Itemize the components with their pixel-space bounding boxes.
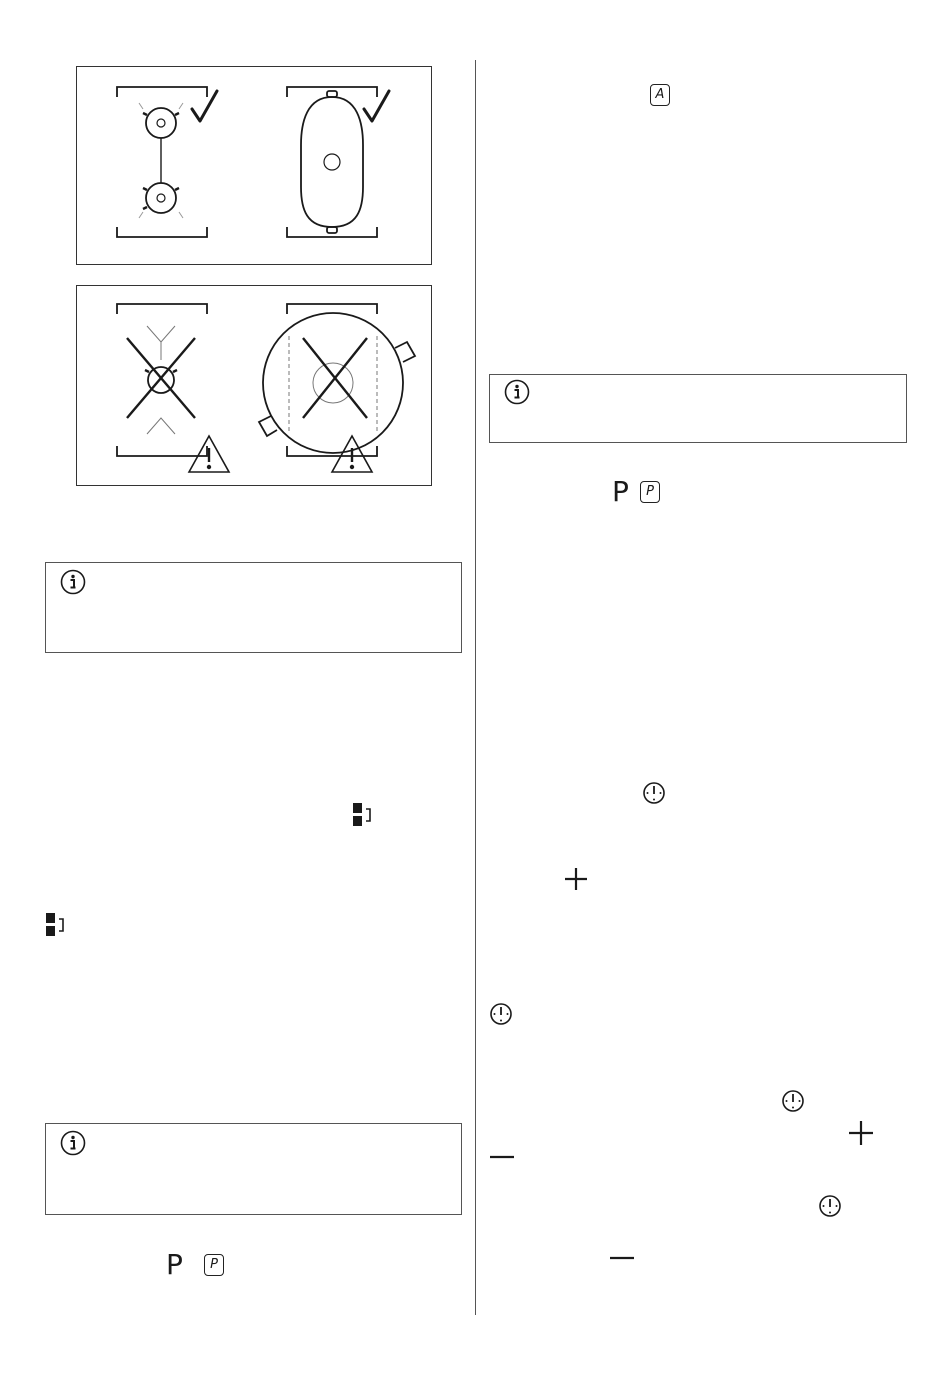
info-note-1 bbox=[45, 562, 462, 653]
incorrect-cookware-figure bbox=[76, 285, 432, 486]
cross-icon bbox=[127, 338, 367, 418]
warning-triangle-icon bbox=[189, 436, 372, 472]
column-divider bbox=[475, 60, 476, 1315]
info-icon bbox=[60, 1130, 86, 1156]
info-note-3 bbox=[489, 374, 907, 443]
timer-clock-icon bbox=[642, 781, 666, 805]
correct-cookware-illustration bbox=[77, 67, 431, 264]
plus-icon bbox=[564, 866, 588, 892]
correct-cookware-figure bbox=[76, 66, 432, 265]
minus-icon bbox=[489, 1152, 515, 1162]
minus-icon bbox=[609, 1253, 635, 1263]
timer-clock-icon bbox=[818, 1194, 842, 1218]
info-icon bbox=[60, 569, 86, 595]
incorrect-cookware-illustration bbox=[77, 286, 431, 485]
power-level-display-icon bbox=[45, 912, 67, 938]
timer-clock-icon bbox=[489, 1002, 513, 1026]
power-boost-key: P bbox=[640, 481, 660, 503]
auto-heat-up-key: A bbox=[650, 84, 670, 106]
power-level-display-icon bbox=[352, 802, 374, 828]
power-boost-symbol: P bbox=[166, 1248, 183, 1281]
power-boost-key: P bbox=[204, 1254, 224, 1276]
info-icon bbox=[504, 379, 530, 405]
plus-icon bbox=[848, 1120, 874, 1146]
timer-clock-icon bbox=[781, 1089, 805, 1113]
power-boost-symbol: P bbox=[612, 475, 629, 508]
info-note-2 bbox=[45, 1123, 462, 1215]
